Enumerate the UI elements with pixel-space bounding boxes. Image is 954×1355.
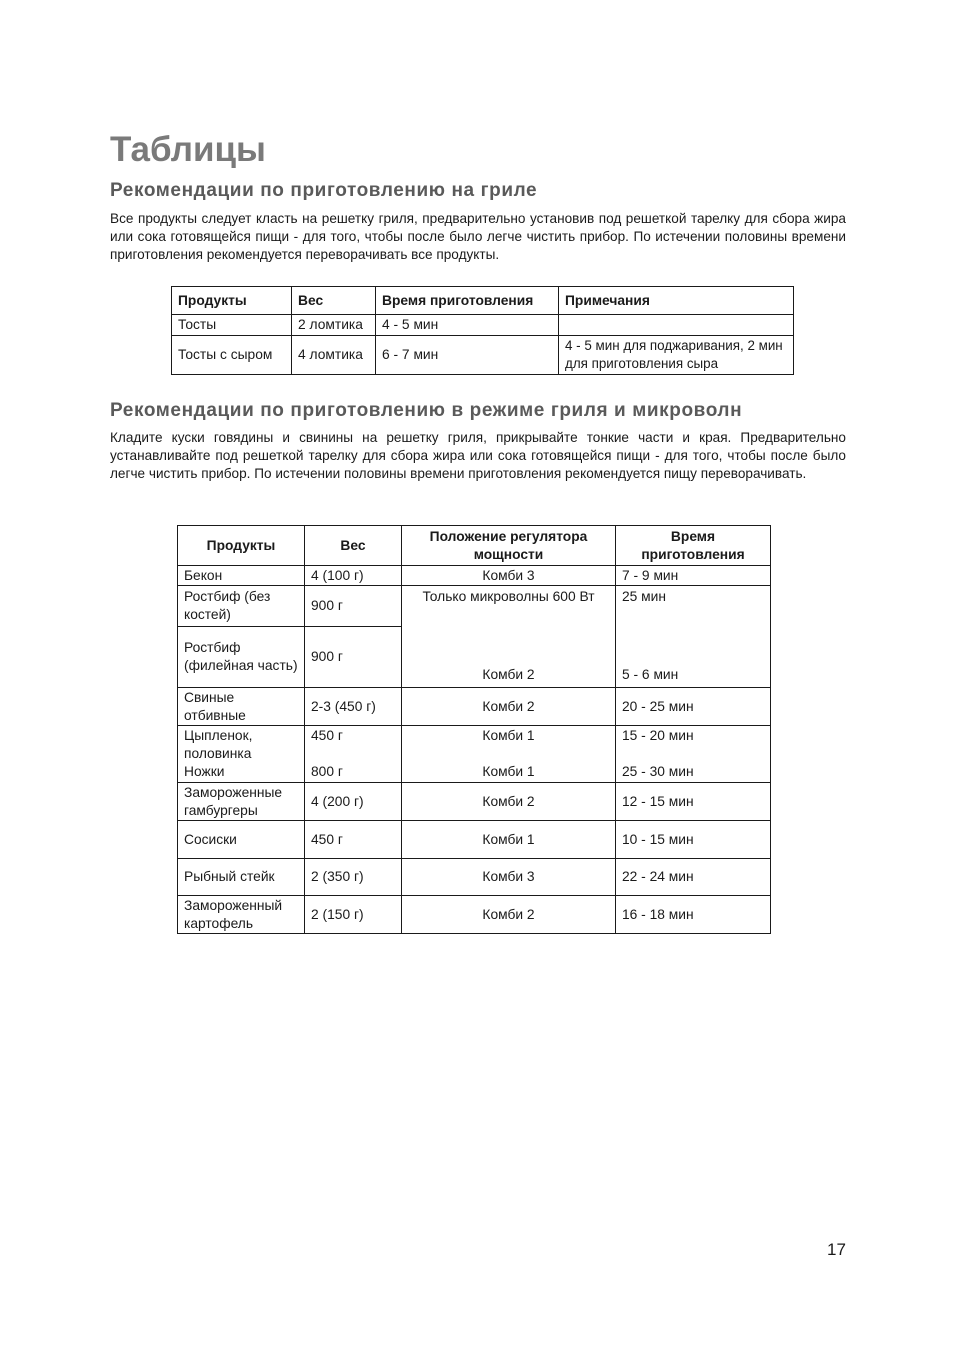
table-cell: Свиные отбивные bbox=[178, 688, 305, 726]
table-cell: 16 - 18 мин bbox=[616, 896, 771, 934]
table-cell: 4 (100 г) bbox=[305, 566, 402, 586]
table-cell: Замороженные гамбургеры bbox=[178, 783, 305, 821]
table-cell: Ростбиф (филейная часть) bbox=[178, 627, 305, 688]
table-cell bbox=[402, 586, 616, 688]
section-heading-grill-microwave: Рекомендации по приготовлению в режиме гриля и микроволн bbox=[110, 400, 743, 421]
table-cell: Комби 3 bbox=[402, 859, 616, 896]
cell-line: 25 мин bbox=[622, 589, 666, 604]
table-cell bbox=[616, 726, 771, 783]
page-title: Таблицы bbox=[110, 130, 266, 169]
table-cell: Тосты bbox=[172, 315, 292, 336]
table-cell bbox=[305, 726, 402, 783]
table-cell: 900 г bbox=[305, 586, 402, 627]
table-cell: Ростбиф (без костей) bbox=[178, 586, 305, 627]
table-cell: Комби 2 bbox=[402, 688, 616, 726]
table-cell: 450 г bbox=[305, 821, 402, 859]
column-header: Продукты bbox=[178, 526, 305, 566]
cell-line: 450 г bbox=[311, 728, 343, 743]
table-cell bbox=[559, 315, 794, 336]
table-row bbox=[178, 859, 771, 896]
table-cell: Комби 2 bbox=[402, 896, 616, 934]
table-cell: Тосты с сыром bbox=[172, 336, 292, 375]
cell-line: 800 г bbox=[311, 764, 343, 779]
table-cell: Комби 1 bbox=[402, 821, 616, 859]
table-row bbox=[178, 566, 771, 586]
table-cell: Сосиски bbox=[178, 821, 305, 859]
table-header-row bbox=[172, 287, 794, 315]
table-cell: 4 ломтика bbox=[292, 336, 376, 375]
column-header: Вес bbox=[305, 526, 402, 566]
table-row bbox=[178, 896, 771, 934]
table-cell: Рыбный стейк bbox=[178, 859, 305, 896]
table-cell: 2 ломтика bbox=[292, 315, 376, 336]
table-row bbox=[178, 783, 771, 821]
table-cell: 7 - 9 мин bbox=[616, 566, 771, 586]
cell-line: Комби 2 bbox=[482, 667, 535, 682]
table-cell: 2 (350 г) bbox=[305, 859, 402, 896]
table-cell: 22 - 24 мин bbox=[616, 859, 771, 896]
table-cell: Комби 3 bbox=[402, 566, 616, 586]
table-cell bbox=[178, 726, 305, 783]
table-cell: Бекон bbox=[178, 566, 305, 586]
page-number: 17 bbox=[827, 1240, 846, 1259]
table-cell: 2 (150 г) bbox=[305, 896, 402, 934]
table-cell: 20 - 25 мин bbox=[616, 688, 771, 726]
section-paragraph-grill: Все продукты следует класть на решетку гриля, предварительно установив под решеткой тарелку для сбора жира или сока готовящейся пищи - для того, чтобы после было легче чистить прибор. По истечении половины времени приготовления рекомендуется переворачивать все продукты. bbox=[110, 211, 846, 262]
table-cell: 4 (200 г) bbox=[305, 783, 402, 821]
cell-line: Ножки bbox=[184, 764, 225, 779]
table-cell: Комби 2 bbox=[402, 783, 616, 821]
table-row bbox=[178, 726, 771, 783]
cell-line: Цыпленок, половинка bbox=[184, 728, 253, 761]
cell-line: 5 - 6 мин bbox=[622, 667, 679, 682]
column-header: Вес bbox=[292, 287, 376, 315]
section-heading-grill: Рекомендации по приготовлению на гриле bbox=[110, 180, 538, 201]
grill-table bbox=[171, 286, 794, 375]
column-header: Примечания bbox=[559, 287, 794, 315]
cell-line: 15 - 20 мин bbox=[622, 728, 694, 743]
column-header: Время приготовления bbox=[616, 526, 771, 566]
table-cell: 900 г bbox=[305, 627, 402, 688]
table-header-row bbox=[178, 526, 771, 566]
table-cell bbox=[402, 726, 616, 783]
table-row bbox=[178, 586, 771, 627]
table-cell: Замороженный картофель bbox=[178, 896, 305, 934]
cell-line: Только микроволны 600 Вт bbox=[422, 589, 595, 604]
section-paragraph-grill-microwave: Кладите куски говядины и свинины на решетку гриля, прикрывайте тонкие части и края. Предварительно устанавливайте под решеткой тарелку для сбора жира или сока готовящейся пищи - для того, чтобы после было легче чистить прибор. По истечении половины времени приготовления рекомендуется пищу переворачивать. bbox=[110, 430, 846, 481]
table-row bbox=[172, 315, 794, 336]
table-cell: 2-3 (450 г) bbox=[305, 688, 402, 726]
table-cell: 10 - 15 мин bbox=[616, 821, 771, 859]
column-header: Положение регулятора мощности bbox=[402, 526, 616, 566]
table-row bbox=[172, 336, 794, 375]
table-cell bbox=[616, 586, 771, 688]
table-row bbox=[178, 688, 771, 726]
table-cell: 6 - 7 мин bbox=[376, 336, 559, 375]
table-cell: 4 - 5 мин для поджаривания, 2 мин для приготовления сыра bbox=[559, 336, 794, 375]
cell-line: Комби 1 bbox=[482, 728, 535, 743]
table-row bbox=[178, 821, 771, 859]
grill-microwave-table bbox=[177, 525, 771, 934]
column-header: Продукты bbox=[172, 287, 292, 315]
table-cell: 12 - 15 мин bbox=[616, 783, 771, 821]
column-header: Время приготовления bbox=[376, 287, 559, 315]
table-cell: 4 - 5 мин bbox=[376, 315, 559, 336]
cell-line: 25 - 30 мин bbox=[622, 764, 694, 779]
cell-line: Комби 1 bbox=[482, 764, 535, 779]
